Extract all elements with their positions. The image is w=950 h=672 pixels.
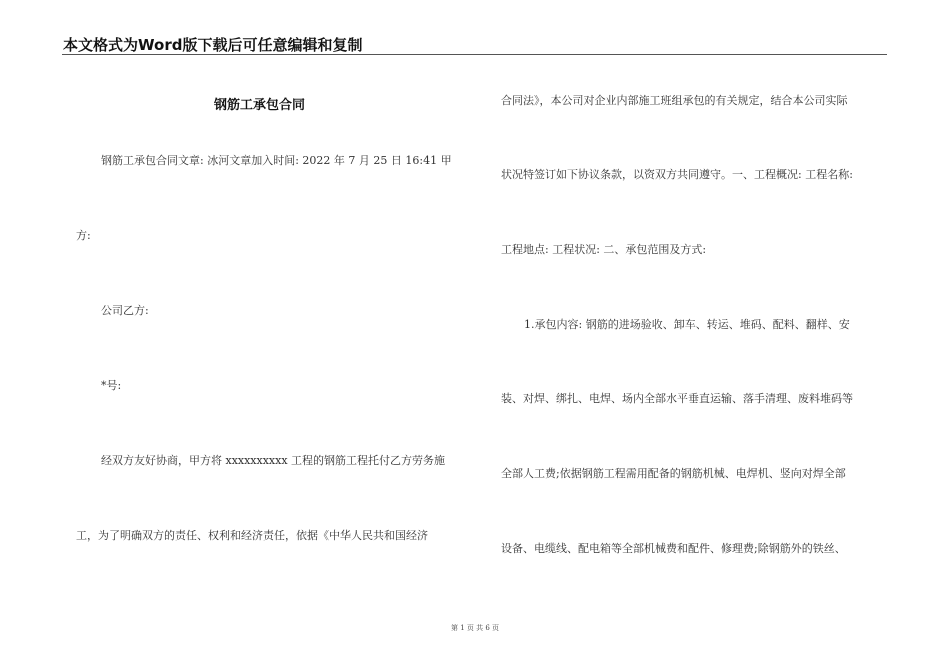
- paragraph-line: 工，为了明确双方的责任、权利和经济责任，依据《中华人民共和国经济: [76, 529, 428, 542]
- document-title: 钢筋工承包合同: [214, 98, 306, 113]
- paragraph-line: 公司乙方:: [101, 304, 149, 317]
- paragraph-line: 状况特签订如下协议条款，以资双方共同遵守。一、工程概况: 工程名称:: [501, 168, 853, 181]
- paragraph-line: 钢筋工承包合同文章: 冰河文章加入时间: 2022 年 7 月 25 日 16:41 甲: [101, 154, 452, 167]
- paragraph-line: 设备、电缆线、配电箱等全部机械费和配件、修理费;除钢筋外的铁丝、: [501, 542, 846, 555]
- paragraph-line: 装、对焊、绑扎、电焊、场内全部水平垂直运输、落手清理、废料堆码等: [501, 392, 853, 405]
- paragraph-line: 1.承包内容: 钢筋的进场验收、卸车、转运、堆码、配料、翻样、安: [524, 318, 850, 331]
- paragraph-line: 工程地点: 工程状况: 二、承包范围及方式:: [501, 243, 707, 256]
- paragraph-line: *号:: [101, 379, 122, 392]
- header-divider: [62, 54, 887, 55]
- page-number: 第 1 页 共 6 页: [450, 624, 500, 632]
- paragraph-line: 合同法》，本公司对企业内部施工班组承包的有关规定，结合本公司实际: [501, 94, 848, 107]
- paragraph-line: 经双方友好协商，甲方将 xxxxxxxxxx 工程的钢筋工程托付乙方劳务施: [101, 454, 446, 467]
- paragraph-line: 全部人工费;依据钢筋工程需用配备的钢筋机械、电焊机、竖向对焊全部: [501, 467, 846, 480]
- paragraph-line: 方:: [76, 229, 91, 242]
- document-banner: 本文格式为Word版下载后可任意编辑和复制: [63, 36, 363, 54]
